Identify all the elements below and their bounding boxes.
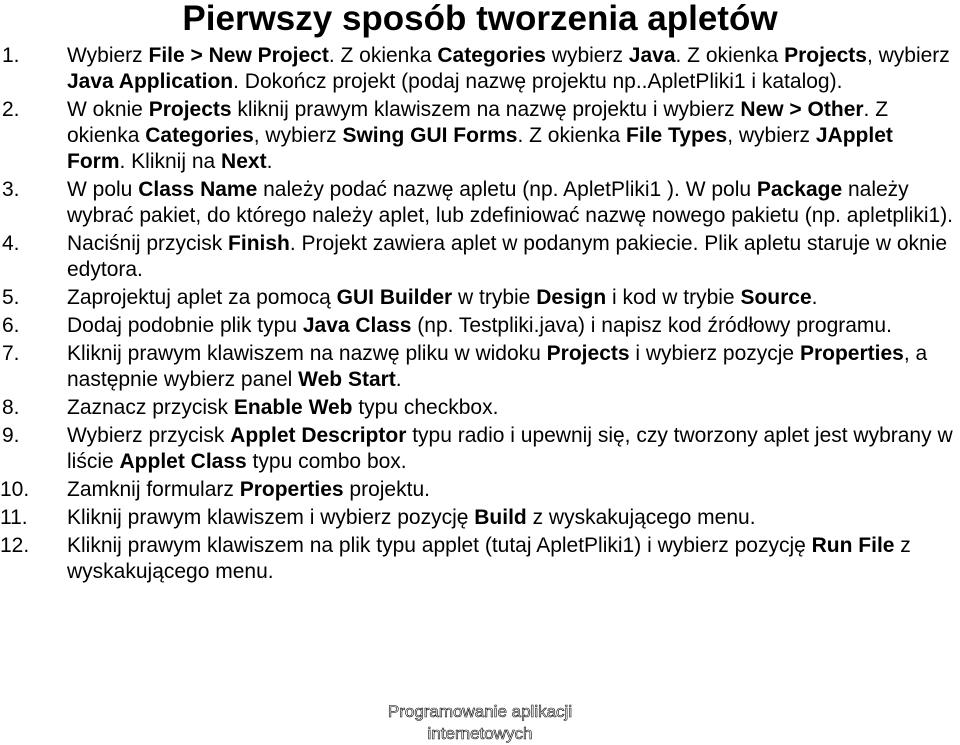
step-keyword: Finish <box>228 232 290 255</box>
step-fragment: projektu. <box>343 478 430 501</box>
step-fragment: . <box>266 150 273 173</box>
step-keyword: Package <box>756 178 843 201</box>
step-keyword: New > Other <box>740 98 864 121</box>
step-number: 7. <box>2 342 20 365</box>
step-fragment: Wybierz przycisk <box>67 424 231 447</box>
step-keyword: Projects <box>546 342 630 365</box>
step-number: 3. <box>2 178 20 201</box>
step-fragment: Zaprojektuj aplet za pomocą <box>67 286 337 309</box>
step-fragment: . Z okienka <box>67 98 889 147</box>
step-fragment: , wybierz <box>253 124 343 147</box>
list-item <box>0 231 960 283</box>
step-keyword: Properties <box>799 342 904 365</box>
step-fragment: i wybierz pozycje <box>629 342 800 365</box>
list-item <box>0 177 960 229</box>
list-item <box>0 313 960 339</box>
step-keyword: Java <box>628 44 676 67</box>
step-fragment: typu checkbox. <box>352 396 499 419</box>
footer-line-1: Programowanie aplikacji <box>387 702 573 721</box>
step-fragment: kliknij prawym klawiszem na nazwę projektu i wybierz <box>231 98 741 121</box>
list-item <box>0 505 960 531</box>
step-keyword: Properties <box>239 478 344 501</box>
step-keyword: Swing GUI Forms <box>342 124 518 147</box>
step-fragment: Dodaj podobnie plik typu <box>67 314 303 337</box>
list-item <box>0 97 960 175</box>
step-keyword: Java Class <box>302 314 412 337</box>
page-title: Pierwszy sposób tworzenia apletów <box>182 0 778 38</box>
step-fragment: W oknie <box>67 98 149 121</box>
step-text <box>67 396 498 419</box>
list-item <box>0 341 960 393</box>
step-keyword: Applet Descriptor <box>230 424 407 447</box>
step-fragment: . Z okienka <box>328 44 438 67</box>
list-item <box>0 43 960 95</box>
instruction-list <box>0 43 960 587</box>
step-keyword: Applet Class <box>119 450 247 473</box>
step-text <box>67 506 756 529</box>
step-text <box>67 98 893 173</box>
list-item <box>0 395 960 421</box>
step-number: 6. <box>2 314 20 337</box>
step-number: 5. <box>2 286 20 309</box>
step-fragment: należy podać nazwę apletu (np. ApletPliki1 ). W polu <box>257 178 757 201</box>
step-keyword: Categories <box>437 44 546 67</box>
step-fragment: , a następnie wybierz panel <box>67 342 928 391</box>
step-keyword: Projects <box>148 98 232 121</box>
step-keyword: Run File <box>811 534 895 557</box>
step-fragment: Naciśnij przycisk <box>67 232 229 255</box>
step-fragment: . Z okienka <box>675 44 785 67</box>
step-fragment: Kliknij prawym klawiszem na nazwę pliku w widoku <box>67 342 547 365</box>
step-text <box>67 178 953 227</box>
step-fragment: Kliknij prawym klawiszem i wybierz pozycję <box>67 506 475 529</box>
step-number: 11. <box>0 506 28 529</box>
footer-caption <box>0 701 960 745</box>
footer-line-2: internetowych <box>427 724 533 743</box>
step-number: 12. <box>0 534 30 557</box>
step-fragment: . <box>395 368 402 391</box>
step-keyword: File Types <box>626 124 728 147</box>
step-fragment: Zaznacz przycisk <box>67 396 234 419</box>
step-fragment: z wyskakującego menu. <box>526 506 756 529</box>
step-keyword: GUI Builder <box>336 286 453 309</box>
step-keyword: Web Start <box>298 368 396 391</box>
step-number: 2. <box>2 98 20 121</box>
step-fragment: Zamknij formularz <box>67 478 240 501</box>
step-keyword: Class Name <box>138 178 258 201</box>
step-keyword: Design <box>536 286 607 309</box>
step-keyword: JApplet Form <box>67 124 893 173</box>
step-fragment: z wyskakującego menu. <box>67 534 911 583</box>
step-keyword: Enable Web <box>233 396 353 419</box>
step-text <box>67 342 927 391</box>
step-fragment: (np. Testpliki.java) i napisz kod źródłowy programu. <box>411 314 892 337</box>
step-text <box>67 232 947 281</box>
step-fragment: . Projekt zawiera aplet w podanym pakiecie. Plik apletu staruje w oknie edytora. <box>67 232 948 281</box>
step-fragment: . Kliknij na <box>119 150 222 173</box>
step-fragment: W polu <box>67 178 139 201</box>
step-keyword: Categories <box>145 124 254 147</box>
step-fragment: Wybierz <box>67 44 149 67</box>
list-item <box>0 533 960 585</box>
step-fragment: , wybierz <box>866 44 950 67</box>
list-item <box>0 423 960 475</box>
list-item <box>0 477 960 503</box>
step-fragment: . <box>811 286 818 309</box>
step-number: 4. <box>2 232 20 255</box>
step-fragment: w trybie <box>452 286 537 309</box>
step-text <box>67 534 911 583</box>
step-number: 10. <box>0 478 30 501</box>
step-number: 9. <box>2 424 20 447</box>
step-fragment: . Z okienka <box>517 124 627 147</box>
step-keyword: Source <box>740 286 812 309</box>
step-keyword: Build <box>474 506 527 529</box>
step-keyword: File > New Project <box>148 44 329 67</box>
step-fragment: . Dokończ projekt (podaj nazwę projektu np..ApletPliki1 i katalog). <box>233 70 843 93</box>
step-text <box>67 478 430 501</box>
step-text <box>67 44 950 93</box>
step-fragment: typu radio i upewnij się, czy tworzony aplet jest wybrany w liście <box>67 424 953 473</box>
step-fragment: i kod w trybie <box>606 286 741 309</box>
step-keyword: Java Application <box>67 70 234 93</box>
step-number: 1. <box>2 44 20 67</box>
step-text <box>67 286 817 309</box>
step-fragment: typu combo box. <box>246 450 407 473</box>
step-text <box>67 424 953 473</box>
list-item <box>0 285 960 311</box>
step-fragment: , wybierz <box>727 124 816 147</box>
step-keyword: Projects <box>784 44 867 67</box>
step-keyword: Next <box>221 150 267 173</box>
step-number: 8. <box>2 396 20 419</box>
step-fragment: Kliknij prawym klawiszem na plik typu applet (tutaj ApletPliki1) i wybierz pozycję <box>67 534 812 557</box>
step-text <box>67 314 892 337</box>
step-fragment: należy wybrać pakiet, do którego należy aplet, lub zdefiniować nazwę nowego pakietu (np. apletpliki1). <box>67 178 954 227</box>
step-fragment: wybierz <box>545 44 629 67</box>
